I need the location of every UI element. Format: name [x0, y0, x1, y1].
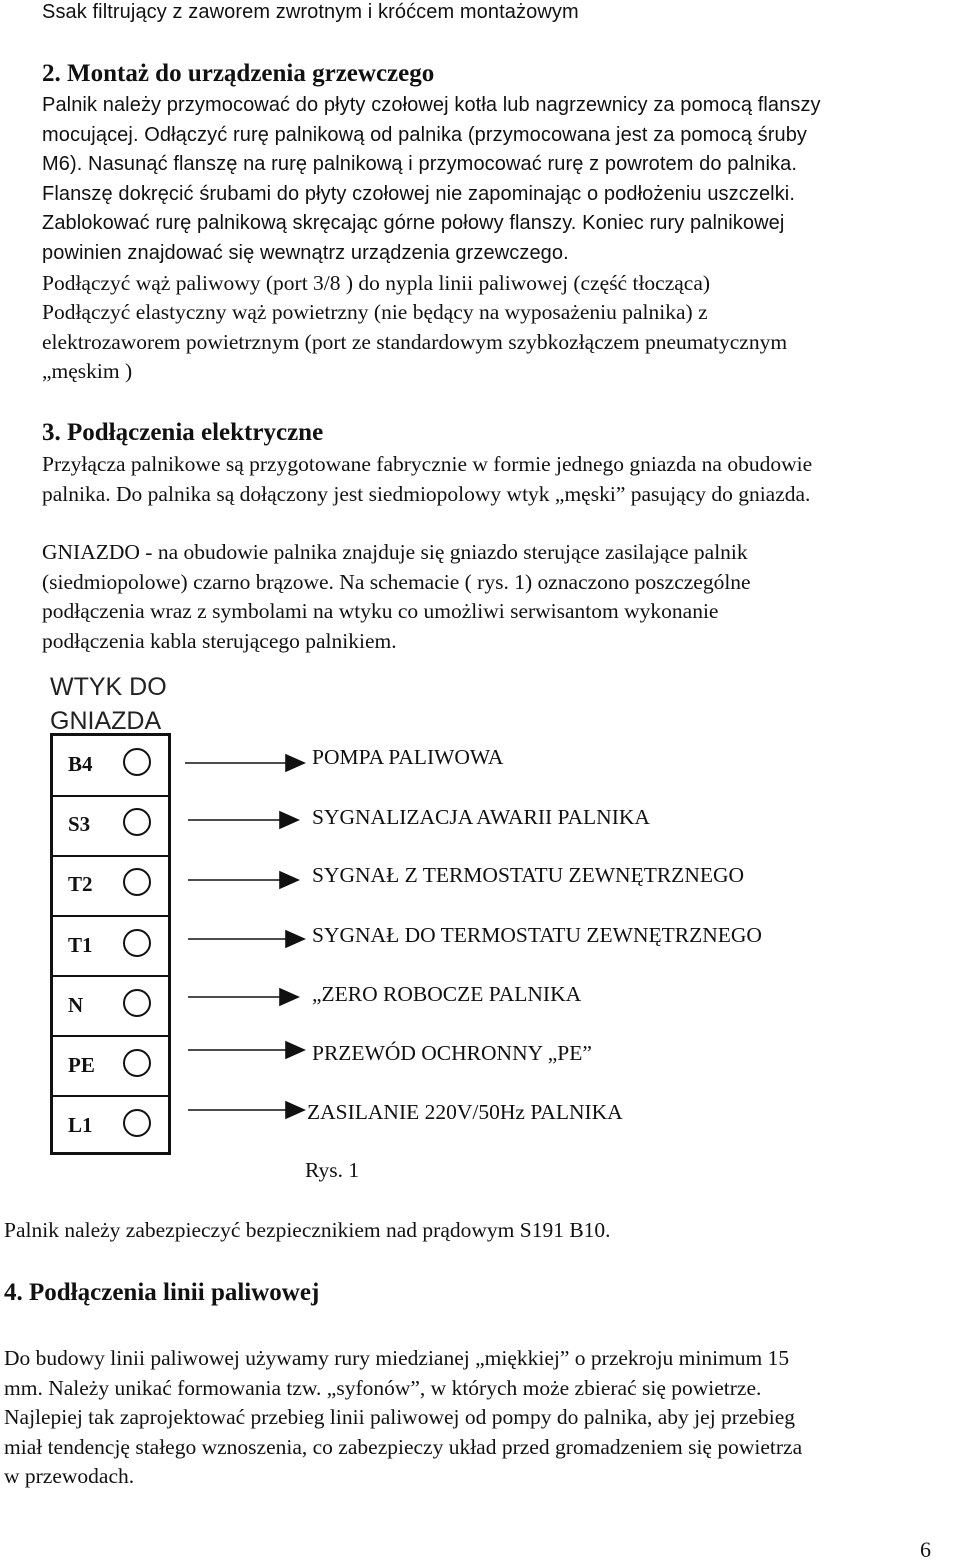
gniazdo-paragraph — [42, 538, 751, 656]
pin-row-n — [53, 977, 168, 1037]
pin-circle-icon — [123, 748, 151, 776]
section-3-line: palnika. Do palnika są dołączony jest siedmiopolowy wtyk „męski” pasujący do gniazda. — [42, 481, 811, 506]
page-number: 6 — [920, 1537, 931, 1562]
section-2-line: mocującej. Odłączyć rurę palnikową od palnika (przymocowana jest za pomocą śruby — [42, 123, 808, 146]
diagram-title-line-1: WTYK DO — [50, 673, 167, 701]
pin-label: T2 — [68, 872, 93, 896]
pin-circle-icon — [123, 808, 151, 836]
pin-label: T1 — [68, 933, 93, 957]
section-2-line: „męskim ) — [42, 359, 133, 384]
arrow-icon — [286, 1102, 304, 1118]
pin-row-b4 — [53, 736, 168, 796]
pin-label: S3 — [68, 812, 91, 836]
connection-label: SYGNAŁ Z TERMOSTATU ZEWNĘTRZNEGO — [312, 863, 745, 887]
pin-row-t2 — [53, 856, 168, 916]
section-4-body — [4, 1344, 802, 1492]
section-2-line: Zablokować rurę palnikową skręcając górne połowy flanszy. Koniec rury palnikowej — [42, 212, 785, 235]
pin-row-s3 — [53, 796, 168, 856]
arrow-icon — [280, 989, 298, 1005]
arrow-icon — [286, 755, 304, 771]
pin-label: B4 — [68, 752, 93, 776]
connection-label: PRZEWÓD OCHRONNY „PE” — [312, 1041, 592, 1065]
pin-label: PE — [68, 1053, 95, 1077]
section-2-line: powinien znajdować się wewnątrz urządzenia grzewczego. — [42, 241, 569, 264]
section-2-line: elektrozaworem powietrznym (port ze standardowym szybkozłączem pneumatycznym — [42, 329, 788, 354]
section-2-line: Podłączyć wąż paliwowy (port 3/8 ) do nypla linii paliwowej (część tłocząca) — [42, 270, 711, 295]
section-3-heading: 3. Podłączenia elektryczne — [42, 419, 324, 446]
section-3-line: Przyłącza palnikowe są przygotowane fabrycznie w formie jednego gniazda na obudowie — [42, 452, 813, 476]
arrow-icon — [286, 931, 304, 947]
section-2-line: M6). Nasunąć flanszę na rurę palnikową i przymocować rurę z powrotem do palnika. — [42, 153, 798, 176]
pin-circle-icon — [123, 1049, 151, 1077]
section-4-line: Najlepiej tak zaprojektować przebieg linii paliwowej od pompy do palnika, aby jej przebieg — [4, 1405, 796, 1430]
arrow-icon — [280, 872, 298, 888]
diagram-title-line-2: GNIAZDA — [50, 707, 162, 735]
gniazdo-line: podłączenia kabla sterującego palnikiem. — [42, 628, 397, 653]
pin-circle-icon — [123, 868, 151, 896]
arrow-icon — [286, 1042, 304, 1058]
connection-label: SYGNAŁ DO TERMOSTATU ZEWNĘTRZNEGO — [312, 923, 762, 947]
gniazdo-line: (siedmiopolowe) czarno brązowe. Na schemacie ( rys. 1) oznaczono poszczególne — [42, 569, 751, 594]
gniazdo-line: GNIAZDO - na obudowie palnika znajduje się gniazdo sterujące zasilające palnik — [42, 540, 748, 564]
connection-label: ZASILANIE 220V/50Hz PALNIKA — [307, 1100, 623, 1124]
section-4-line: mm. Należy unikać formowania tzw. „syfonów”, w których może zbierać się powietrze. — [4, 1375, 762, 1400]
pin-circle-icon — [123, 989, 151, 1017]
gniazdo-line: podłączenia wraz z symbolami na wtyku co umożliwi serwisantom wykonanie — [42, 599, 719, 624]
section-4-line: Do budowy linii paliwowej używamy rury miedzianej „miękkiej” o przekroju minimum 15 — [4, 1346, 790, 1370]
section-3-body — [42, 450, 812, 509]
pin-row-t1 — [53, 917, 168, 977]
arrow-icon — [280, 812, 298, 828]
section-2-line: Podłączyć elastyczny wąż powietrzny (nie będący na wyposażeniu palnika) z — [42, 300, 708, 325]
section-4-line: miał tendencję stałego wznoszenia, co zabezpieczy układ przed gromadzeniem się powietrza — [4, 1434, 803, 1459]
section-2-heading: 2. Montaż do urządzenia grzewczego — [42, 60, 435, 87]
diagram-title — [50, 670, 167, 738]
section-2-line: Flanszę dokręcić śrubami do płyty czołowej nie zapominając o podłożeniu uszczelki. — [42, 182, 796, 205]
connection-label: SYGNALIZACJA AWARII PALNIKA — [312, 805, 650, 829]
pin-circle-icon — [123, 929, 151, 957]
pin-label: N — [68, 993, 84, 1017]
figure-caption: Rys. 1 — [305, 1158, 360, 1182]
pin-row-pe — [53, 1037, 168, 1097]
pin-row-l1 — [53, 1097, 168, 1157]
header-text: Ssak filtrujący z zaworem zwrotnym i króćcem montażowym — [42, 1, 579, 23]
section-2 — [42, 57, 821, 387]
connection-label: „ZERO ROBOCZE PALNIKA — [312, 982, 582, 1006]
section-2-line: Palnik należy przymocować do płyty czołowej kotła lub nagrzewnicy za pomocą flanszy — [42, 94, 821, 116]
section-4-line: w przewodach. — [4, 1464, 135, 1489]
plug-connector-box — [50, 733, 171, 1155]
connection-label: POMPA PALIWOWA — [312, 745, 504, 769]
fuse-note: Palnik należy zabezpieczyć bezpiecznikiem nad prądowym S191 B10. — [4, 1218, 611, 1242]
pin-circle-icon — [123, 1109, 151, 1137]
pin-label: L1 — [68, 1113, 93, 1137]
section-4-heading: 4. Podłączenia linii paliwowej — [4, 1279, 320, 1306]
